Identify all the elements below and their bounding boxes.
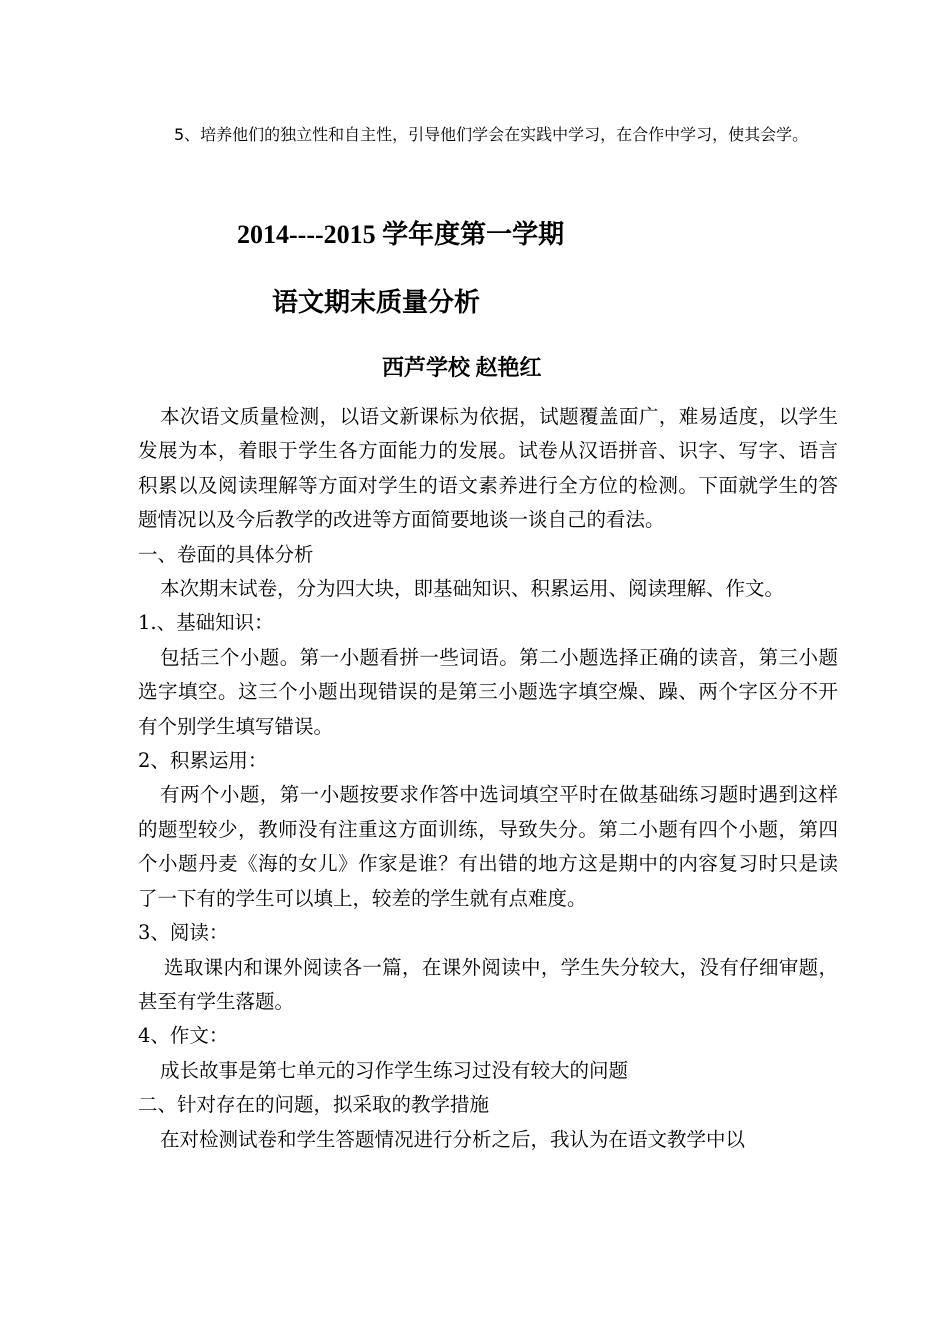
paragraph-overview: 本次语文质量检测，以语文新课标为依据，试题覆盖面广，难易适度，以学生发展为本，着眼于学生各方面能力的发展。试卷从汉语拼音、识字、写字、语言积累以及阅读理解等方面对学生的语文素养进行全方位的检测。下面就学生的答题情况以及今后教学的改进等方面简要地谈一谈自己的看法。 <box>138 405 838 532</box>
paragraph-writing: 成长故事是第七单元的习作学生练习过没有较大的问题 <box>160 1058 629 1082</box>
subheading-basics: 1.、基础知识： <box>138 611 274 635</box>
subheading-accumulation: 2、积累运用： <box>138 749 268 773</box>
paragraph-measures: 在对检测试卷和学生答题情况进行分析之后，我认为在语文教学中以 <box>160 1127 746 1151</box>
paragraph-basics: 包括三个小题。第一小题看拼一些词语。第二小题选择正确的读音，第三小题选字填空。这三个小题出现错误的是第三小题选字填空燥、躁、两个字区分不开有个别学生填写错误。 <box>138 645 838 738</box>
intro-paragraph: 5、培养他们的独立性和自主性，引导他们学会在实践中学习，在合作中学习，使其会学。 <box>174 125 809 144</box>
section-heading-analysis: 一、卷面的具体分析 <box>138 542 314 566</box>
document-body <box>138 400 838 1157</box>
subheading-writing: 4、作文： <box>138 1024 229 1048</box>
section-heading-measures: 二、针对存在的问题，拟采取的教学措施 <box>138 1093 490 1117</box>
paragraph-structure: 本次期末试卷，分为四大块，即基础知识、积累运用、阅读理解、作文。 <box>160 577 785 601</box>
subheading-reading: 3、阅读： <box>138 921 229 945</box>
document-title-line1: 2014----2015 学年度第一学期 <box>237 220 565 249</box>
paragraph-accumulation: 有两个小题，第一小题按要求作答中选词填空平时在做基础练习题时遇到这样的题型较少，教师没有注重这方面训练，导致失分。第二小题有四个小题，第四个小题丹麦《海的女儿》作家是谁？有出错的地方这是期中的内容复习时只是读了一下有的学生可以填上，较差的学生就有点难度。 <box>138 783 838 910</box>
paragraph-reading: 选取课内和课外阅读各一篇，在课外阅读中，学生失分较大，没有仔细审题，甚至有学生落题。 <box>138 955 838 1013</box>
author-line: 西芦学校 赵艳红 <box>382 355 542 380</box>
document-title-line2: 语文期末质量分析 <box>272 288 481 317</box>
